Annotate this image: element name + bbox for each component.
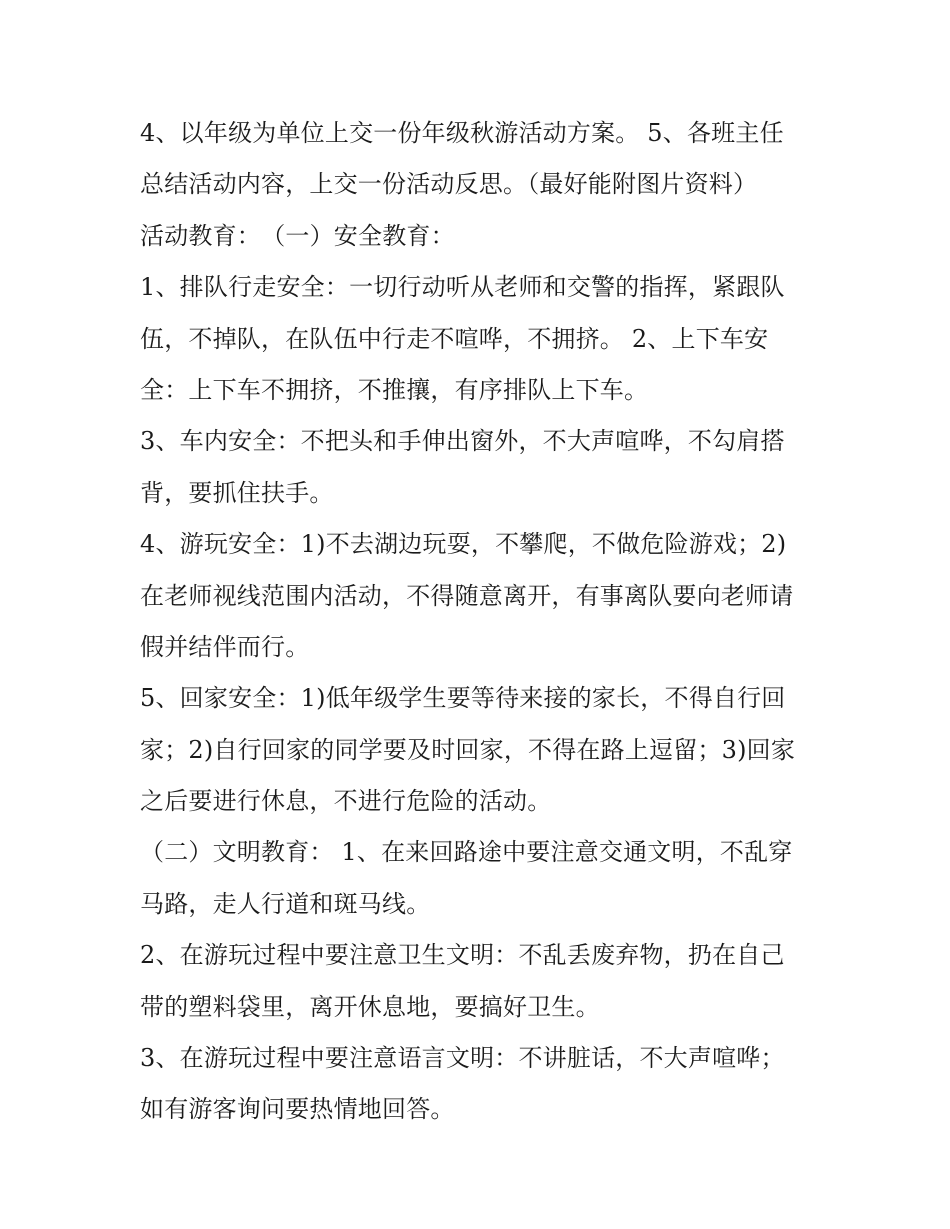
text-line: 1、排队行走安全：一切行动听从老师和交警的指挥，紧跟队 [140, 273, 785, 302]
document-body [140, 108, 820, 1136]
text-line: 马路，走人行道和斑马线。 [140, 889, 431, 918]
text-line: 4、游玩安全：1)不去湖边玩耍，不攀爬，不做危险游戏；2) [140, 530, 787, 559]
text-line: 伍，不掉队，在队伍中行走不喧哗，不拥挤。 2、上下车安 [140, 324, 769, 353]
text-line: 之后要进行休息，不进行危险的活动。 [140, 787, 552, 816]
text-line: （二）文明教育： 1、在来回路途中要注意交通文明，不乱穿 [140, 838, 793, 867]
text-line: 假并结伴而行。 [140, 632, 310, 661]
text-line: 3、车内安全：不把头和手伸出窗外，不大声喧哗，不勾肩搭 [140, 427, 785, 456]
text-line: 在老师视线范围内活动，不得随意离开，有事离队要向老师请 [140, 581, 794, 610]
section-heading: 活动教育： （一）安全教育： [140, 221, 455, 250]
text-line: 4、以年级为单位上交一份年级秋游活动方案。 5、各班主任 [140, 119, 784, 147]
text-line: 带的塑料袋里，离开休息地，要搞好卫生。 [140, 992, 600, 1021]
text-line: 家；2)自行回家的同学要及时回家，不得在路上逗留；3)回家 [140, 735, 796, 764]
text-line: 5、回家安全：1)低年级学生要等待来接的家长，不得自行回 [140, 684, 786, 713]
text-line: 3、在游玩过程中要注意语言文明：不讲脏话，不大声喧哗； [140, 1044, 785, 1073]
text-line: 全：上下车不拥挤，不推攘，有序排队上下车。 [140, 375, 649, 404]
text-line: 总结活动内容，上交一份活动反思。（最好能附图片资料） [140, 170, 758, 199]
text-line: 背，要抓住扶手。 [140, 478, 334, 507]
text-line: 2、在游玩过程中要注意卫生文明：不乱丢废弃物，扔在自己 [140, 941, 785, 970]
text-line: 如有游客询问要热情地回答。 [140, 1095, 455, 1124]
